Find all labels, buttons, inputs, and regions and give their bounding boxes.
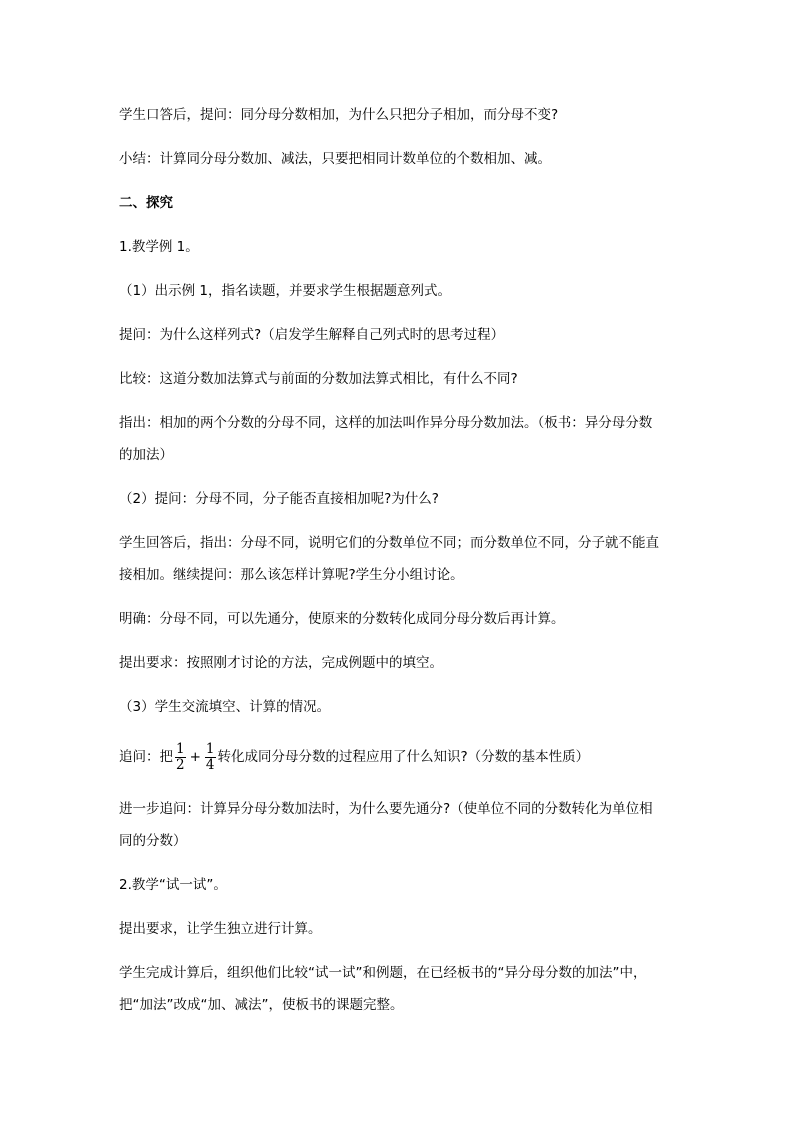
paragraph-line: 同的分数） — [119, 833, 187, 849]
formula-prefix: 追问：把 — [119, 749, 173, 765]
paragraph-line: 明确：分母不同，可以先通分，使原来的分数转化成同分母分数后再计算。 — [119, 611, 565, 627]
fraction-one-half — [175, 742, 186, 773]
paragraph-line: 2.教学“试一试”。 — [119, 877, 227, 893]
fraction-denominator: 4 — [205, 756, 215, 773]
paragraph-line: 学生完成计算后，组织他们比较“试一试”和例题，在已经板书的“异分母分数的加法”中， — [119, 965, 647, 981]
fraction-denominator: 2 — [176, 756, 185, 773]
fraction-numerator: 1 — [205, 740, 215, 757]
fraction-numerator: 1 — [176, 740, 185, 757]
paragraph-line: 1.教学例 1。 — [119, 239, 199, 255]
paragraph-line: （2）提问：分母不同，分子能否直接相加呢?为什么? — [119, 491, 439, 507]
paragraph-line: 提出要求：按照刚才讨论的方法，完成例题中的填空。 — [119, 655, 443, 671]
formula-suffix: 转化成同分母分数的过程应用了什么知识?（分数的基本性质） — [217, 749, 590, 765]
paragraph-line: （3）学生交流填空、计算的情况。 — [119, 699, 331, 715]
paragraph-line: 提问：为什么这样列式?（启发学生解释自己列式时的思考过程） — [119, 327, 505, 343]
paragraph-line: 指出：相加的两个分数的分母不同，这样的加法叫作异分母分数加法。（板书：异分母分数 — [119, 415, 653, 431]
section-heading: 二、探究 — [119, 195, 173, 211]
formula-line — [119, 740, 589, 774]
paragraph-line: （1）出示例 1，指名读题，并要求学生根据题意列式。 — [119, 283, 451, 299]
plus-operator: + — [189, 749, 201, 765]
paragraph-line: 学生口答后，提问：同分母分数相加，为什么只把分子相加，而分母不变? — [119, 107, 559, 123]
paragraph-line: 比较：这道分数加法算式与前面的分数加法算式相比，有什么不同? — [119, 371, 518, 387]
paragraph-line: 把“加法”改成“加、减法”，使板书的课题完整。 — [119, 997, 404, 1013]
paragraph-line: 提出要求，让学生独立进行计算。 — [119, 921, 322, 937]
paragraph-line: 小结：计算同分母分数加、减法，只要把相同计数单位的个数相加、减。 — [119, 151, 551, 167]
paragraph-line: 的加法） — [119, 447, 173, 463]
paragraph-line: 接相加。继续提问：那么该怎样计算呢?学生分小组讨论。 — [119, 567, 464, 583]
fraction-one-quarter — [205, 742, 216, 773]
paragraph-line: 进一步追问：计算异分母分数加法时，为什么要先通分?（使单位不同的分数转化为单位相 — [119, 801, 653, 817]
paragraph-line: 学生回答后，指出：分母不同，说明它们的分数单位不同；而分数单位不同，分子就不能直 — [119, 535, 659, 551]
